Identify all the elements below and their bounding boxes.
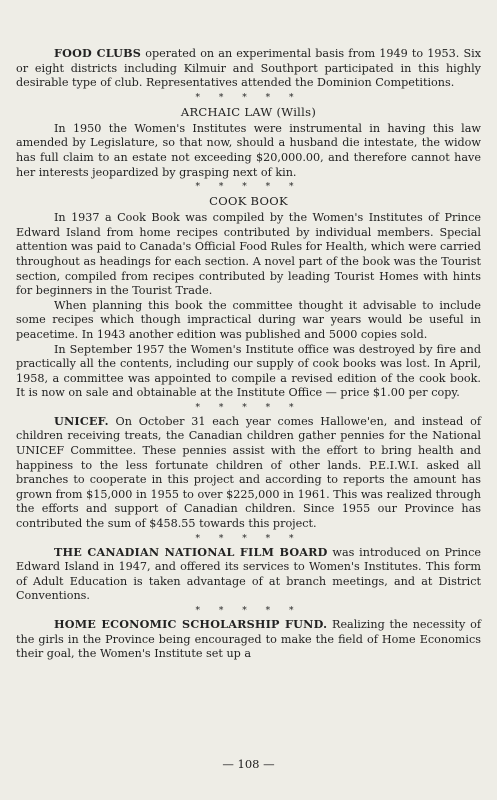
page-number: — 108 — [222,757,275,771]
archaic-law-heading: ARCHAIC LAW (Wills) [180,104,317,119]
film-board-lead: THE CANADIAN NATIONAL FILM BOARD [54,544,328,559]
archaic-law-paragraph: In 1950 the Women's Institutes were instrumental in having this law amended by Legislature, so that now, should a husband die intestate, the widow has full claim to an estate not exceeding $20,000.00, and therefore cannot have her interests jeopardized by grasping next of kin. [16,121,481,179]
cook-book-paragraph-3: In September 1957 the Women's Institute office was destroyed by fire and practically all the contents, including our supply of cook books was lost. In April, 1958, a committee was appointed to compile a revised edition of the cook book. It is now on sale and obtainable at the Institute Office — price $1.00 per copy. [16,342,481,400]
film-board-paragraph [16,545,481,604]
section-separator: * * * * * [195,92,302,103]
film-board-text: was introduced on Prince Edward Island in 1947, and offered its services to Women's Institutes. This form of Adult Education is taken advantage of at branch meetings, and at District Conventions. [16,545,482,603]
section-separator: * * * * * [195,182,302,193]
scholarship-lead: HOME ECONOMIC SCHOLARSHIP FUND. [54,617,328,631]
section-separator: * * * * * [195,533,302,544]
food-clubs-paragraph [16,46,481,91]
scholarship-text: Realizing the necessity of the girls in the Province being encouraged to make the field of Home Economics their goal, the Women's Institute set up a [16,618,482,661]
section-separator: * * * * * [195,402,302,413]
unicef-text: On October 31 each year comes Hallowe'en, and instead of children receiving treats, the Canadian children gather pennies for the National UNICEF Committee. These pennies assist with the effort to bring health and happiness to the less fortunate children of other lands. P.E.I.W.I. asked all branches to cooperate in this project and according to reports the amount has grown from $15,000 in 1955 to over $225,000 in 1961. This was realized through the efforts and support of Canadian children. Since 1955 our Province has contributed the sum of $458.55 towards this project. [16,414,481,531]
cook-book-heading: COOK BOOK [209,194,288,209]
unicef-paragraph [16,414,481,532]
section-separator: * * * * * [195,606,302,616]
cook-book-paragraph-2: When planning this book the committee thought it advisable to include some recipes which though impractical during war years would be useful in peacetime. In 1943 another edition was published and 5000 copies sold. [16,298,481,341]
unicef-lead: UNICEF. [54,413,109,428]
food-clubs-lead: FOOD CLUBS [54,46,142,60]
scholarship-paragraph [16,617,481,662]
cook-book-paragraph-1: In 1937 a Cook Book was compiled by the Women's Institutes of Prince Edward Island from home recipes contributed by individual members. Special attention was paid to Canada's Official Food Rules for Health, which were carried throughout as headings for each section. A novel part of the book was the Tourist section, compiled from recipes contributed by leading Tourist Homes with hints for beginners in the Tourist Trade. [16,211,481,298]
food-clubs-text: operated on an experimental basis from 1949 to 1953. Six or eight districts including Kilmuir and Southport participated in this highly desirable type of club. Representatives attended the Dominion Competitions. [16,47,481,90]
